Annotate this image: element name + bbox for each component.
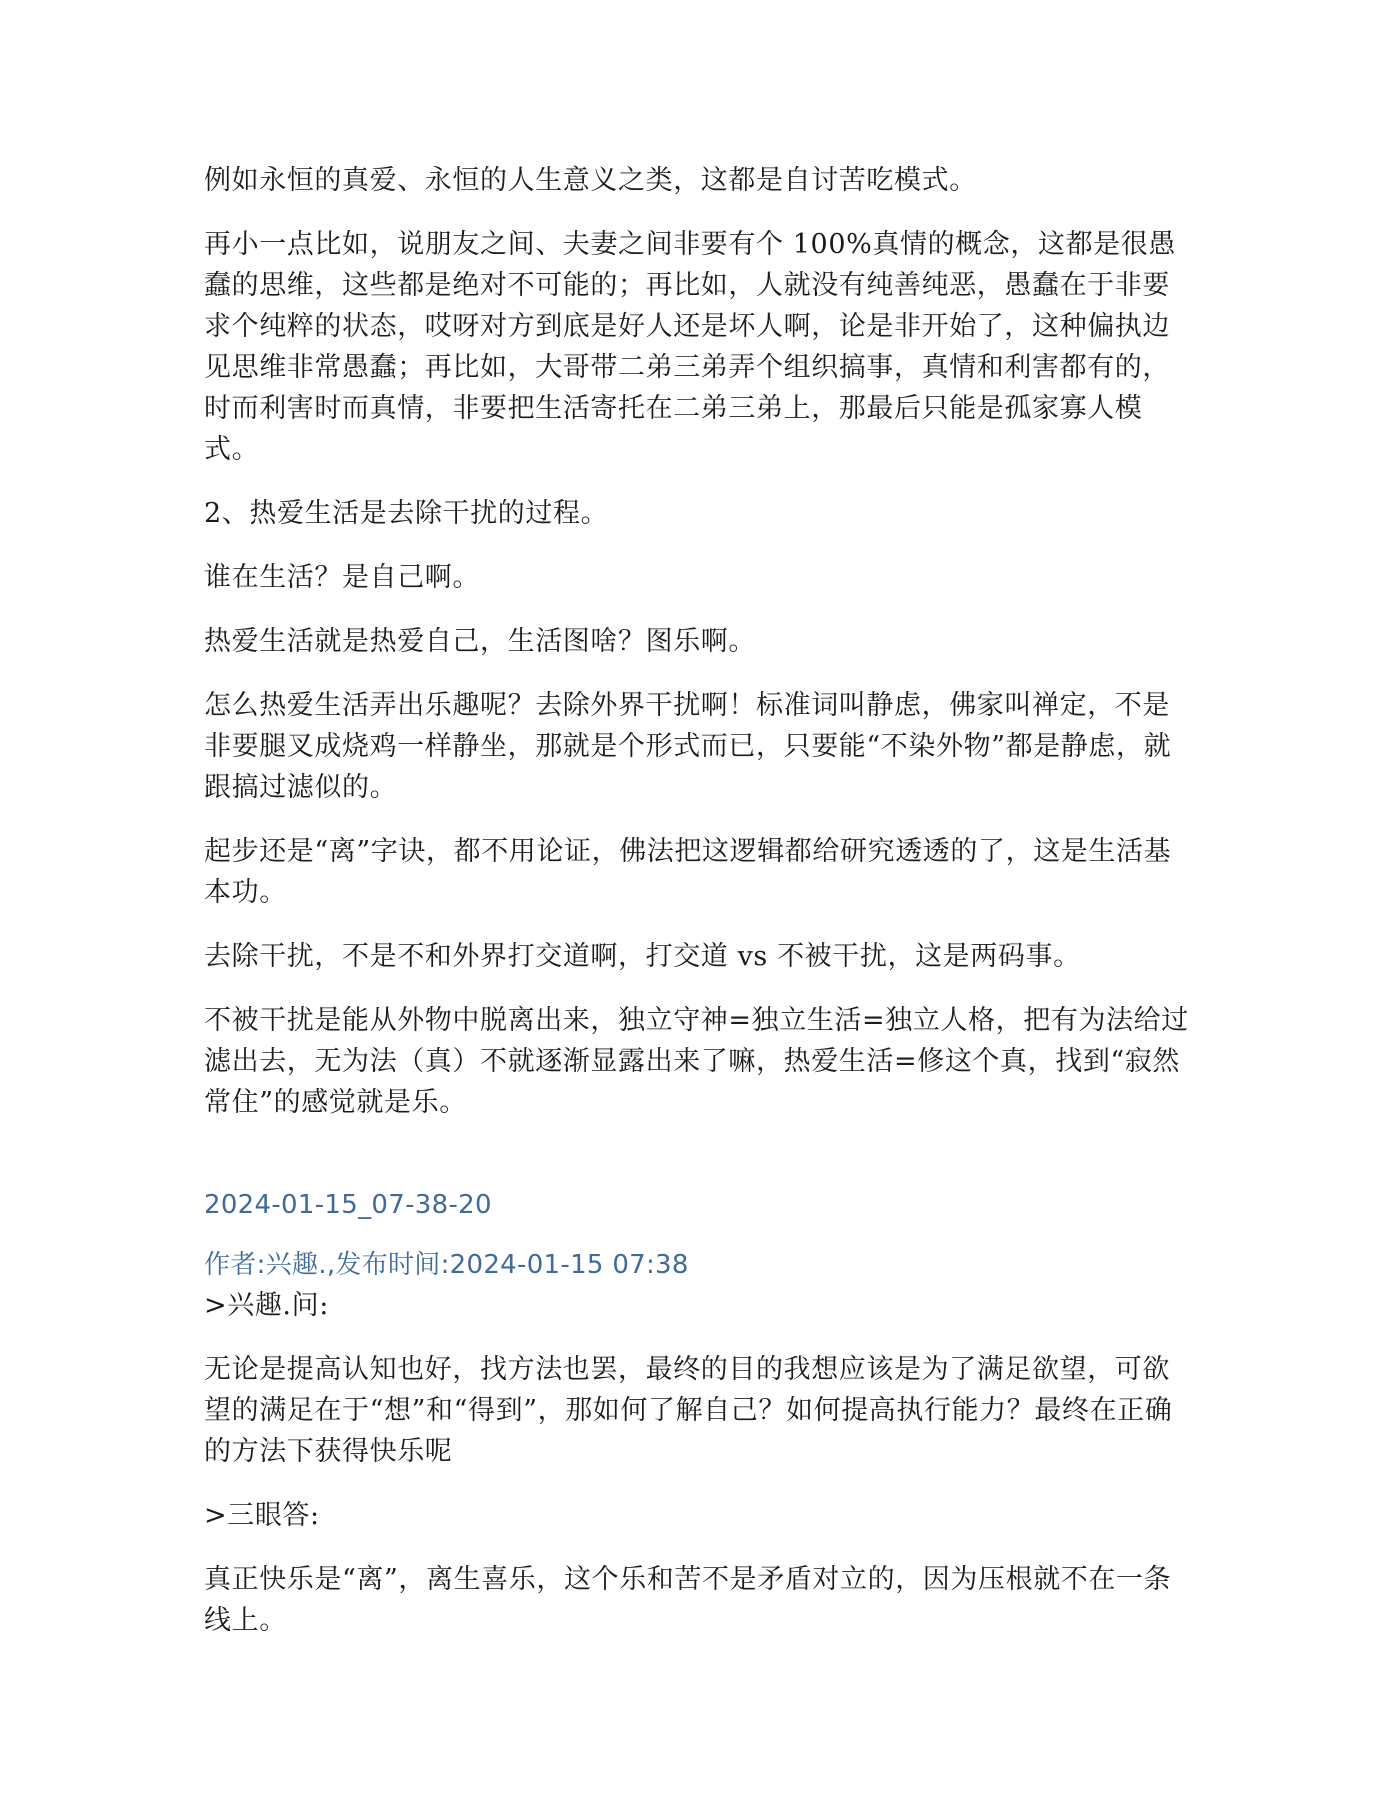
section-author-meta: 作者:兴趣.,发布时间:2024-01-15 07:38 — [204, 1250, 689, 1280]
paragraph-eternal-love: 例如永恒的真爱、永恒的人生意义之类，这都是自讨苦吃模式。 — [204, 165, 977, 196]
answer-label: >三眼答: — [204, 1500, 320, 1531]
section-date-title: 2024-01-15_07-38-20 — [204, 1190, 492, 1220]
paragraph-who-lives: 谁在生活？是自己啊。 — [204, 562, 480, 593]
paragraph-independence: 不被干扰是能从外物中脱离出来，独立守神=独立生活=独立人格，把有为法给过滤出去，无为法（真）不就逐渐显露出来了嘛，热爱生活=修这个真，找到“寂然常住”的感觉就是乐。 — [204, 1005, 1189, 1118]
question-label: >兴趣.问: — [204, 1290, 329, 1321]
paragraph-point-2: 2、热爱生活是去除干扰的过程。 — [204, 498, 609, 529]
paragraph-two-things: 去除干扰，不是不和外界打交道啊，打交道 vs 不被干扰，这是两码事。 — [204, 941, 1081, 972]
question-text: 无论是提高认知也好，找方法也罢，最终的目的我想应该是为了满足欲望，可欲望的满足在于“想”和“得到”，那如何了解自己？如何提高执行能力？最终在正确的方法下获得快乐呢 — [204, 1354, 1173, 1467]
paragraph-remove-interference: 怎么热爱生活弄出乐趣呢？去除外界干扰啊！标准词叫静虑，佛家叫禅定，不是非要腿叉成烧鸡一样静坐，那就是个形式而已，只要能“不染外物”都是静虑，就跟搞过滤似的。 — [204, 690, 1172, 803]
paragraph-li-formula: 起步还是“离”字诀，都不用论证，佛法把这逻辑都给研究透透的了，这是生活基本功。 — [204, 836, 1172, 908]
article-body — [204, 160, 1189, 1636]
answer-text: 真正快乐是“离”，离生喜乐，这个乐和苦不是矛盾对立的，因为压根就不在一条线上。 — [204, 1564, 1172, 1636]
paragraph-love-self: 热爱生活就是热爱自己，生活图啥？图乐啊。 — [204, 626, 756, 657]
paragraph-friendship-example: 再小一点比如，说朋友之间、夫妻之间非要有个 100%真情的概念，这都是很愚蠢的思维，这些都是绝对不可能的；再比如，人就没有纯善纯恶，愚蠢在于非要求个纯粹的状态，哎呀对方到底是好人还是坏人啊，论是非开始了，这种偏执边见思维非常愚蠢；再比如，大哥带二弟三弟弄个组织搞事，真情和利害都有的，时而利害时而真情，非要把生活寄托在二弟三弟上，那最后只能是孤家寡人模式。 — [204, 229, 1176, 465]
